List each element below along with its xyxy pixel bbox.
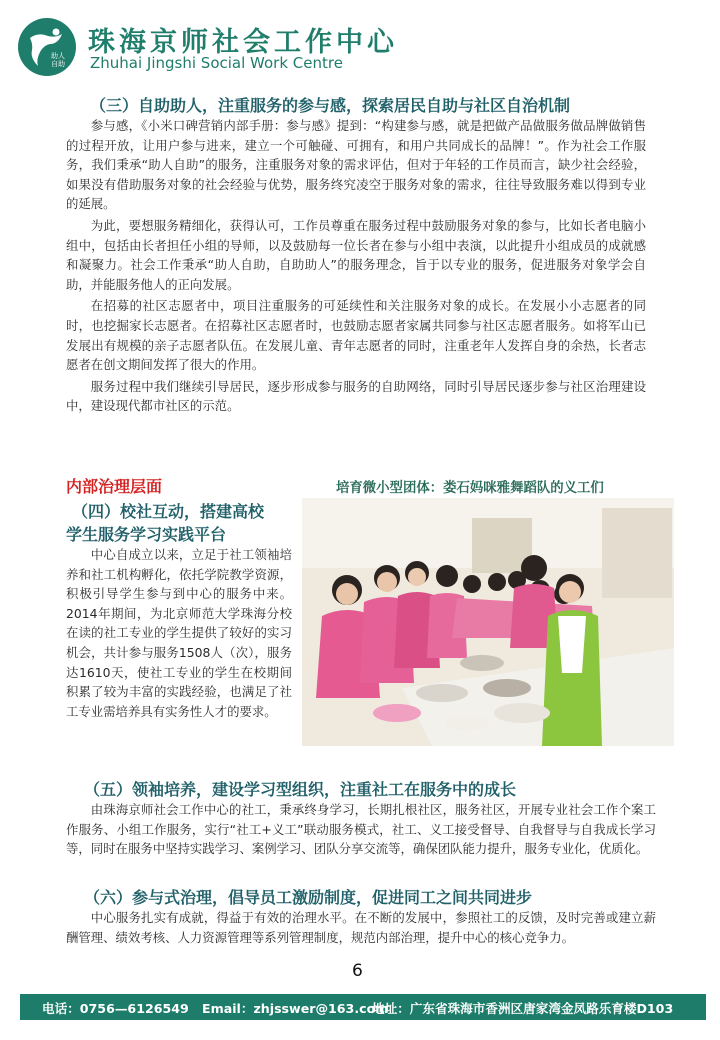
photo-caption: 培育微小型团体：娄石妈咪雅舞蹈队的义工们 <box>336 480 604 496</box>
footer-phone: 电话：0756—6126549 <box>42 1001 189 1016</box>
volunteer-group-photo <box>302 498 674 746</box>
section5-body <box>66 800 656 859</box>
footer-address: 地址：广东省珠海市香洲区唐家湾金凤路乐育楼D103 <box>372 1001 674 1016</box>
page-number: 6 <box>352 961 363 981</box>
section3-heading: （三）自助助人，注重服务的参与感，探索居民自助与社区自治机制 <box>90 96 571 115</box>
section3-paragraph: 为此，要想服务精细化，获得认可，工作员尊重在服务过程中鼓励服务对象的参与，比如长者电脑小组中，包括由长者担任小组的导师，以及鼓励每一位长者在参与小组中表演，以此提升小组成员的成就感和凝聚力。社会工作秉承“助人自助，自助助人”的服务理念，旨于以专业的服务，促进服务对象学会自助，并能服务他人的正向发展。 <box>66 217 646 292</box>
section3-paragraph: 参与感，《小米口碑营销内部手册：参与感》提到：“构建参与感，就是把做产品做服务做品牌做销售的过程开放，让用户参与进来，建立一个可触碰、可拥有，和用户共同成长的品牌！”。作为社会工作服务，我们秉承“助人自助”的服务，注重服务对象的需求评估，但对于年轻的工作员而言，缺少社会经验，如果没有借助服务对象的社会经验与优势，服务终究凌空于服务对象的需求，往往导致服务难以得到专业的延展。 <box>66 118 646 212</box>
centre-name-en: Zhuhai Jingshi Social Work Centre <box>90 54 343 72</box>
section5-paragraph: 由珠海京师社会工作中心的社工，秉承终身学习，长期扎根社区，服务社区，开展专业社会工作个案工作服务、小组工作服务，实行“社工+义工”联动服务模式，社工、义工接受督导、自我督导与自我成长学习等，同时在服务中坚持实践学习、案例学习、团队分享交流等，确保团队能力提升，服务专业化，优质化。 <box>66 802 656 857</box>
footer-email: Email：zhjsswer@163.com <box>202 1001 389 1016</box>
section6-body <box>66 908 656 947</box>
section6-paragraph: 中心服务扎实有成就，得益于有效的治理水平。在不断的发展中，参照社工的反馈，及时完善或建立薪酬管理、绩效考核、人力资源管理等系列管理制度，规范内部治理，提升中心的核心竞争力。 <box>66 910 656 945</box>
contact-footer <box>20 994 706 1020</box>
section4-heading-line1: （四）校社互动，搭建高校 <box>72 502 265 521</box>
logo-text: 助人自助 <box>51 52 65 68</box>
section4-body <box>66 545 292 721</box>
photo-illustration <box>302 498 674 746</box>
section4-heading-line2: 学生服务学习实践平台 <box>66 525 227 544</box>
section4-paragraph: 中心自成立以来，立足于社工领袖培养和社工机构孵化，依托学院教学资源，积极引导学生参与到中心的服务中来。2014年期间，为北京师范大学珠海分校在读的社工专业的学生提供了较好的实习机会，共计参与服务1508人（次），服务达1610天，使社工专业的学生在校期间积累了较为丰富的实践经验，也满足了社工专业需培养具有实务性人才的要求。 <box>66 547 292 719</box>
section3-paragraph: 服务过程中我们继续引导居民，逐步形成参与服务的自助网络，同时引导居民逐步参与社区治理建设中，建设现代都市社区的示范。 <box>66 378 646 414</box>
centre-name-cn: 珠海京师社会工作中心 <box>88 27 398 58</box>
centre-logo <box>18 18 76 76</box>
section3-body <box>66 116 646 416</box>
internal-governance-label: 内部治理层面 <box>66 477 163 496</box>
section3-paragraph: 在招募的社区志愿者中，项目注重服务的可延续性和关注服务对象的成长。在发展小小志愿者的同时，也挖掘家长志愿者。在招募社区志愿者时，也鼓励志愿者家属共同参与社区志愿者服务。如将军山已发展出有规模的亲子志愿者队伍。在发展儿童、青年志愿者的同时，注重老年人发挥自身的余热，长者志愿者在创文期间发挥了很大的作用。 <box>66 298 646 373</box>
section5-heading: （五）领袖培养，建设学习型组织，注重社工在服务中的成长 <box>84 780 517 799</box>
section6-heading: （六）参与式治理，倡导员工激励制度，促进同工之间共同进步 <box>84 888 533 907</box>
page-header <box>18 18 708 80</box>
